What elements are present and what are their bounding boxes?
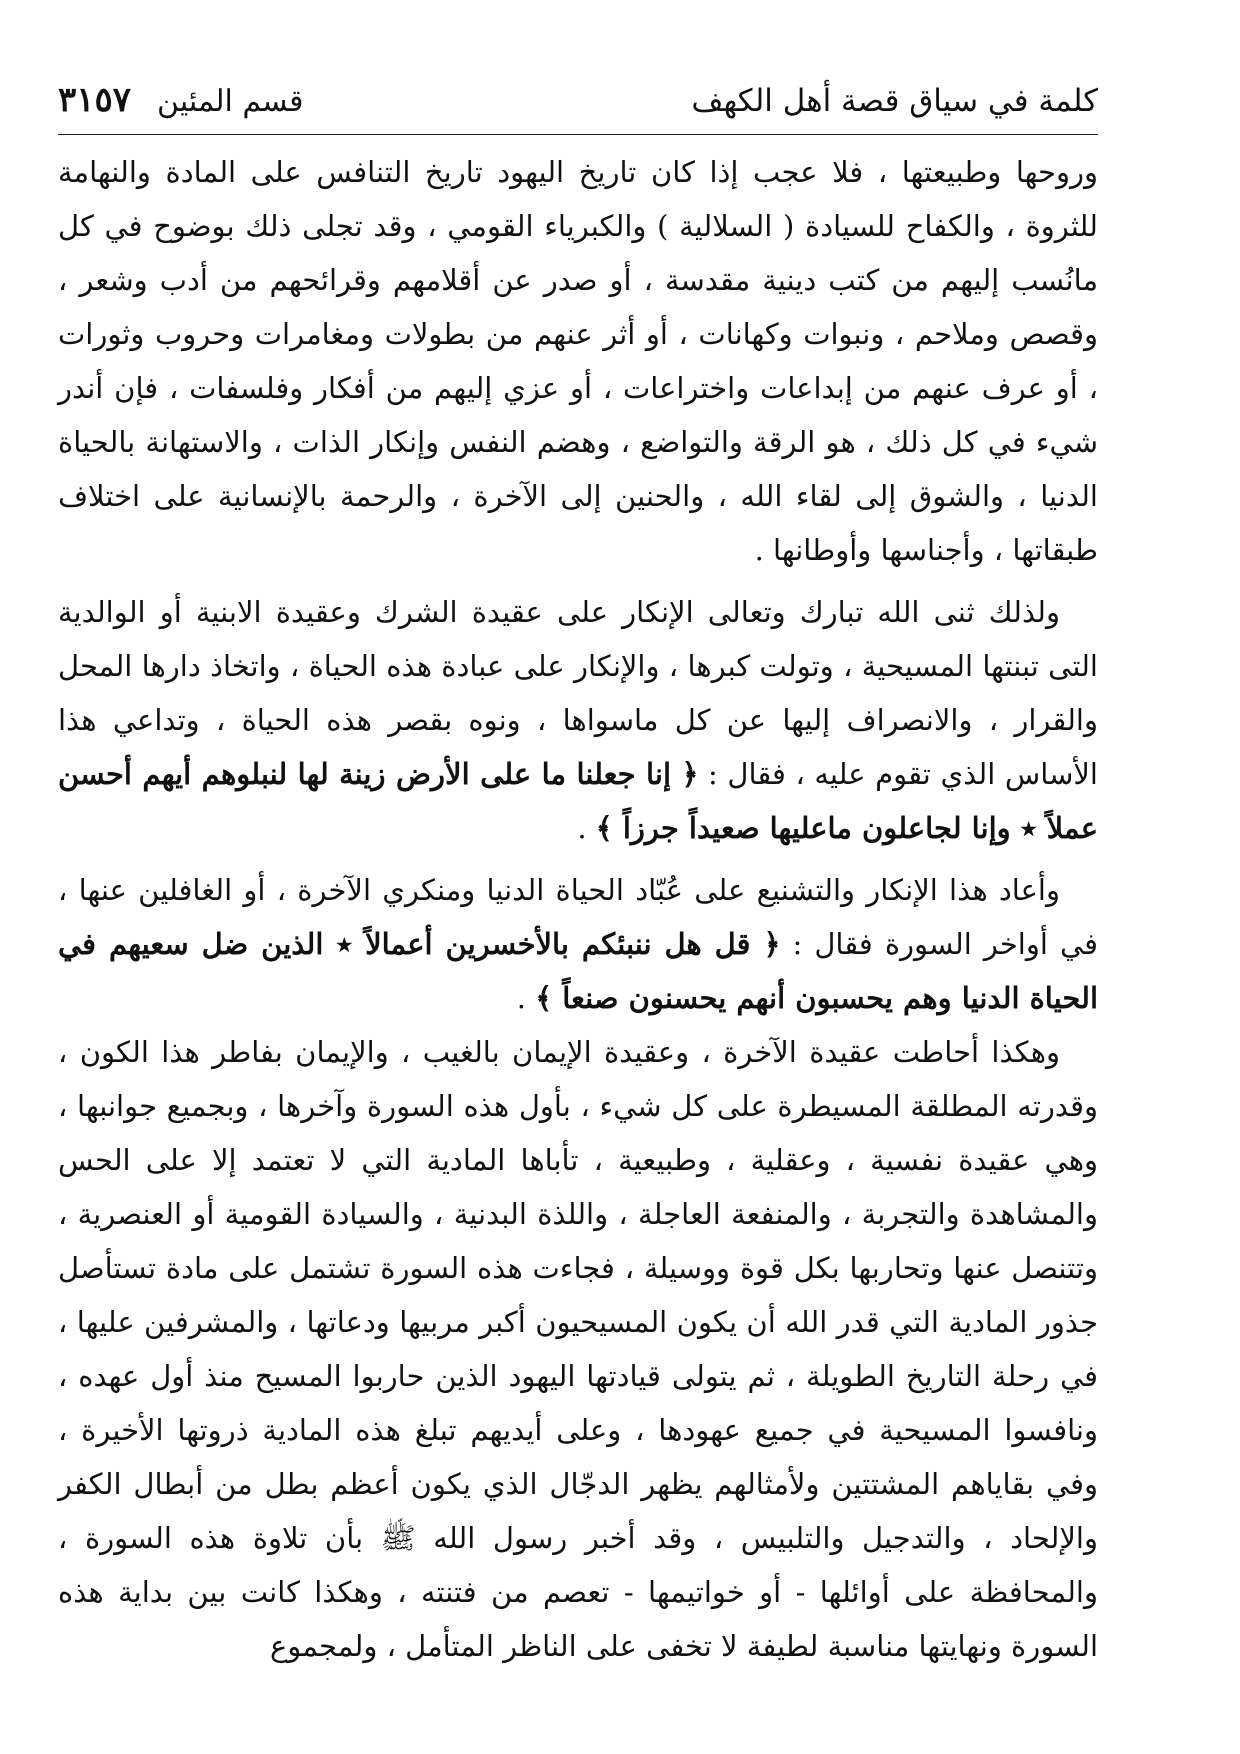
body-text <box>58 145 1098 1673</box>
running-header <box>58 80 1098 130</box>
header-meta <box>58 80 303 120</box>
paragraph-text: . <box>577 811 596 845</box>
book-page <box>58 80 1098 1673</box>
paragraph-text: . <box>516 981 536 1015</box>
paragraph <box>58 145 1098 577</box>
quran-verse: ﴿ إنا جعلنا ما على الأرض زينة لها لنبلوهم أيهم أحسن عملاً ٭ وإنا لجاعلون ماعليها صعيداً جرزاً ﴾ <box>58 757 1098 845</box>
page-number: ٣١٥٧ <box>58 80 132 120</box>
paragraph-text: وأعاد هذا الإنكار والتشنيع على عُبّاد الحياة الدنيا ومنكري الآخرة ، أو الغافلين عنها ، في أواخر السورة فقال : <box>58 873 1098 961</box>
paragraph <box>58 585 1098 855</box>
paragraph-text: وهكذا أحاطت عقيدة الآخرة ، وعقيدة الإيمان بالغيب ، والإيمان بفاطر هذا الكون ، وقدرته المطلقة المسيطرة على كل شيء ، بأول هذه السورة وآخرها ، وبجميع جوانبها ، وهي عقيدة نفسية ، وعقلية ، وطبيعية ، تأباها المادية التي لا تعتمد إلا على الحس والمشاهدة والتجربة ، والمنفعة العاجلة ، واللذة البدنية ، والسيادة القومية أو العنصرية ، وتتنصل عنها وتحاربها بكل قوة ووسيلة ، فجاءت هذه السورة تشتمل على مادة تستأصل جذور المادية التي قدر الله أن يكون المسيحيون أكبر مربيها ودعاتها ، والمشرفين عليها ، في رحلة التاريخ الطويلة ، ثم يتولى قيادتها اليهود الذين حاربوا المسيح منذ أول عهده ، ونافسوا المسيحية في جميع عهودها ، وعلى أيديهم تبلغ هذه المادية ذروتها الأخيرة ، وفي بقاياهم المشتتين ولأمثالهم يظهر الدجّال الذي يكون أعظم بطل من أبطال الكفر والإلحاد ، والتدجيل والتلبيس ، وقد أخبر رسول الله ﷺ بأن تلاوة هذه السورة ، والمحافظة على أوائلها - أو خواتيمها - تعصم من فتنته ، وهكذا كانت بين بداية هذه السورة ونهايتها مناسبة لطيفة لا تخفى على الناظر المتأمل ، ولمجموع <box>58 1035 1098 1663</box>
chapter-title: كلمة في سياق قصة أهل الكهف <box>691 83 1098 119</box>
paragraph-text: وروحها وطبيعتها ، فلا عجب إذا كان تاريخ اليهود تاريخ التنافس على المادة والنهامة للثروة ، والكفاح للسيادة ( السلالية ) والكبرياء القومي ، وقد تجلى ذلك بوضوح في كل مانُسب إليهم من كتب دينية مقدسة ، أو صدر عن أقلامهم وقرائحهم من أدب وشعر ، وقصص وملاحم ، ونبوات وكهانات ، أو أثر عنهم من بطولات ومغامرات وحروب وثورات ، أو عرف عنهم من إبداعات واختراعات ، أو عزي إليهم من أفكار وفلسفات ، فإن أندر شيء في كل ذلك ، هو الرقة والتواضع ، وهضم النفس وإنكار الذات ، والاستهانة بالحياة الدنيا ، والشوق إلى لقاء الله ، والحنين إلى الآخرة ، والرحمة بالإنسانية على اختلاف طبقاتها ، وأجناسها وأوطانها . <box>58 155 1098 567</box>
paragraph <box>58 863 1098 1025</box>
quran-verse: ﴿ قل هل ننبئكم بالأخسرين أعمالاً ٭ الذين ضل سعيهم في الحياة الدنيا وهم يحسبون أنهم يحسنون صنعاً ﴾ <box>58 927 1098 1015</box>
header-rule <box>58 134 1098 135</box>
paragraph <box>58 1025 1098 1673</box>
section-name: قسم المئين <box>157 84 304 119</box>
paragraph-text: ولذلك ثنى الله تبارك وتعالى الإنكار على عقيدة الشرك وعقيدة الابنية أو الوالدية التى تبنتها المسيحية ، وتولت كبرها ، والإنكار على عبادة هذه الحياة ، واتخاذ دارها المحل والقرار ، والانصراف إليها عن كل ماسواها ، ونوه بقصر هذه الحياة ، وتداعي هذا الأساس الذي تقوم عليه ، فقال : <box>58 595 1098 791</box>
